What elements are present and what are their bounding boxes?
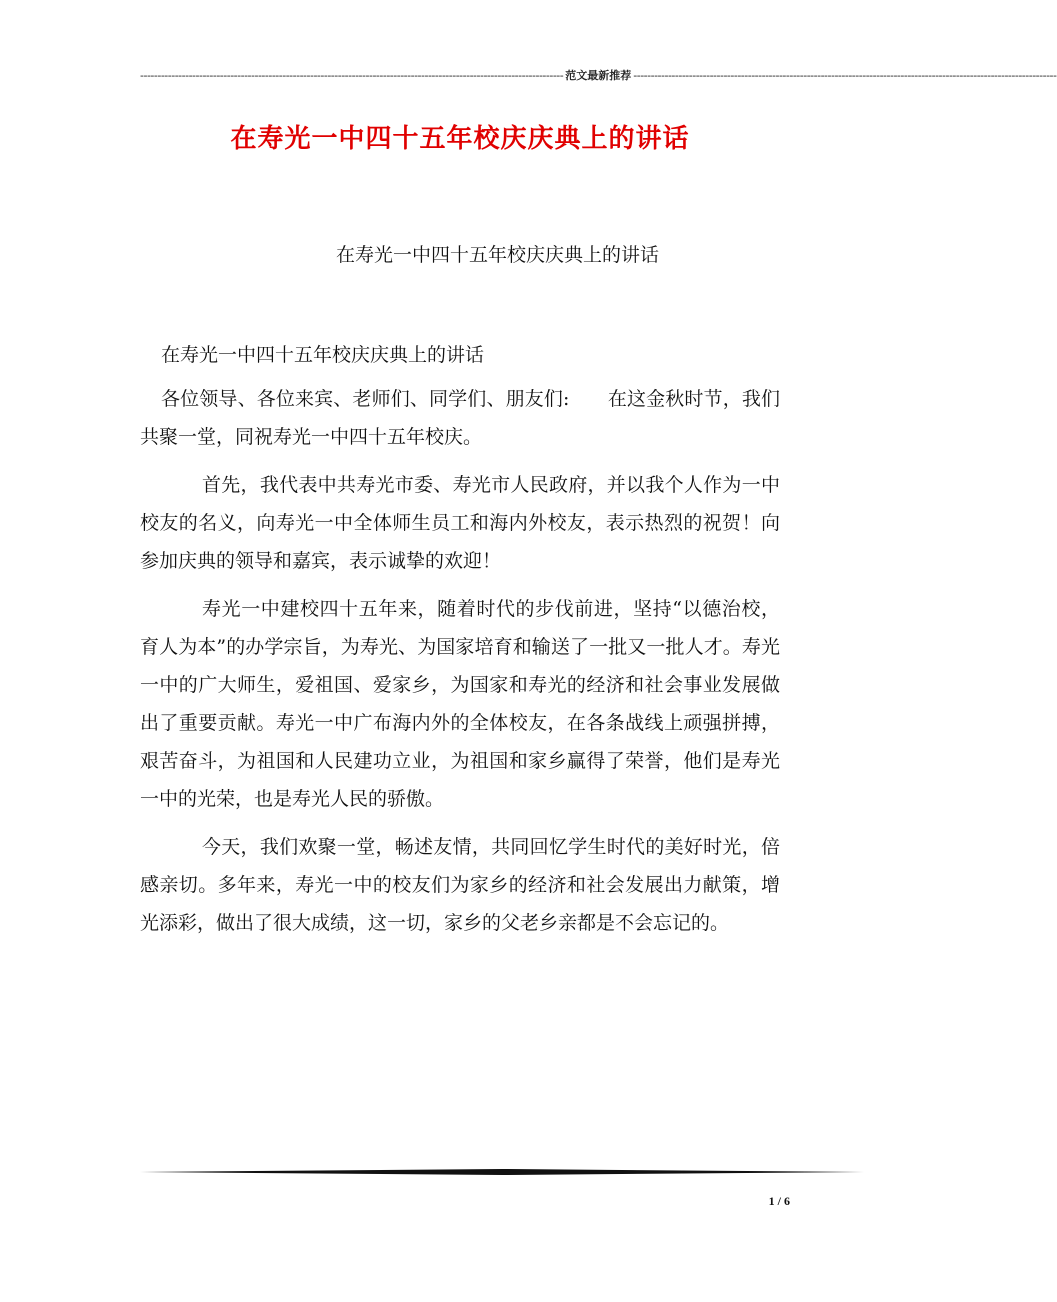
document-subtitle: 在寿光一中四十五年校庆庆典上的讲话	[336, 244, 660, 266]
paragraph-history: 寿光一中建校四十五年来，随着时代的步伐前进，坚持“以德治校，育人为本”的办学宗旨，为寿光、为国家培育和输送了一批又一批人才。寿光一中的广大师生，爱祖国、爱家乡，为国家和寿光的经济和社会事业发展做出了重要贡献。寿光一中广布海内外的全体校友，在各条战线上顽强拼搏，艰苦奋斗，为祖国和人民建功立业，为祖国和家乡赢得了荣誉，他们是寿光一中的光荣，也是寿光人民的骄傲。	[140, 598, 780, 810]
paragraph-today: 今天，我们欢聚一堂，畅述友情，共同回忆学生时代的美好时光，倍感亲切。多年来，寿光一中的校友们为家乡的经济和社会发展出力献策，增光添彩，做出了很大成绩，这一切，家乡的父老乡亲都是不会忘记的。	[140, 836, 780, 934]
page-header	[140, 67, 1057, 85]
header-label: 范文最新推荐	[565, 69, 632, 82]
paragraph-heading: 在寿光一中四十五年校庆庆典上的讲话	[161, 344, 485, 366]
page-number: 1 / 6	[768, 1194, 790, 1208]
document-title: 在寿光一中四十五年校庆庆典上的讲话	[230, 124, 690, 154]
document-body	[140, 336, 780, 942]
header-dash-right: --------------------------------------------------------------------------------------------------------------------------	[633, 69, 1057, 82]
footer-rule	[140, 1168, 864, 1176]
header-dash-left: --------------------------------------------------------------------------------------------------------------------------	[140, 69, 564, 82]
paragraph-congratulations: 首先，我代表中共寿光市委、寿光市人民政府，并以我个人作为一中校友的名义，向寿光一中全体师生员工和海内外校友，表示热烈的祝贺！向参加庆典的领导和嘉宾，表示诚挚的欢迎！	[140, 474, 780, 572]
paragraph-greeting: 各位领导、各位来宾、老师们、同学们、朋友们: 在这金秋时节，我们共聚一堂，同祝寿光一中四十五年校庆。	[140, 388, 780, 448]
